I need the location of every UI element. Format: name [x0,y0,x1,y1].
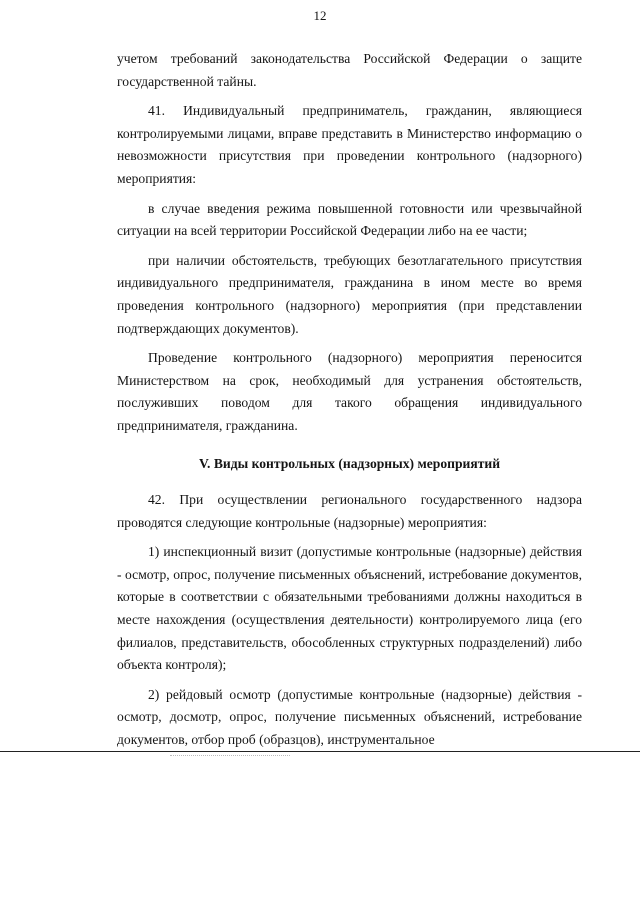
paragraph-42-item-1: 1) инспекционный визит (допустимые контрольные (надзорные) действия - осмотр, опрос, получение письменных объяснений, истребование документов, которые в соответствии с обязательными требованиями должны находиться в месте нахождения (осуществления деятельности) контролируемого лица (его филиалов, представительств, обособленных структурных подразделений) либо объекта контроля); [117,544,582,673]
section-heading: V. Виды контрольных (надзорных) мероприятий [198,455,501,471]
bottom-divider-dotted [170,755,290,756]
paragraph-42-item-2: 2) рейдовый осмотр (допустимые контрольные (надзорные) действия - осмотр, досмотр, опрос, получение письменных объяснений, истребование документов, отбор проб (образцов), инструментальное [117,686,582,748]
page-number: 12 [313,8,327,23]
paragraph-42: 42. При осуществлении регионального государственного надзора проводятся следующие контрольные (надзорные) мероприятия: [117,492,582,530]
paragraph-41: 41. Индивидуальный предприниматель, гражданин, являющиеся контролируемыми лицами, вправе представить в Министерство информацию о невозможности присутствия при проведении контрольного (надзорного) мероприятия: [117,103,582,186]
paragraph-41-item-circumstances: при наличии обстоятельств, требующих безотлагательного присутствия индивидуального предпринимателя, гражданина в ином месте во время проведения контрольного (надзорного) мероприятия (при представлении подтверждающих документов). [117,252,582,336]
paragraph-41-item-emergency: в случае введения режима повышенной готовности или чрезвычайной ситуации на всей территории Российской Федерации либо на ее части; [117,200,582,239]
bottom-divider [0,751,640,752]
paragraph-continuation: учетом требований законодательства Российской Федерации о защите государственной тайны. [117,51,582,89]
document-body [117,48,582,752]
paragraph-41-postponement: Проведение контрольного (надзорного) мероприятия переносится Министерством на срок, необходимый для устранения обстоятельств, послуживших поводом для такого обращения индивидуального предпринимателя, гражданина. [117,350,582,433]
